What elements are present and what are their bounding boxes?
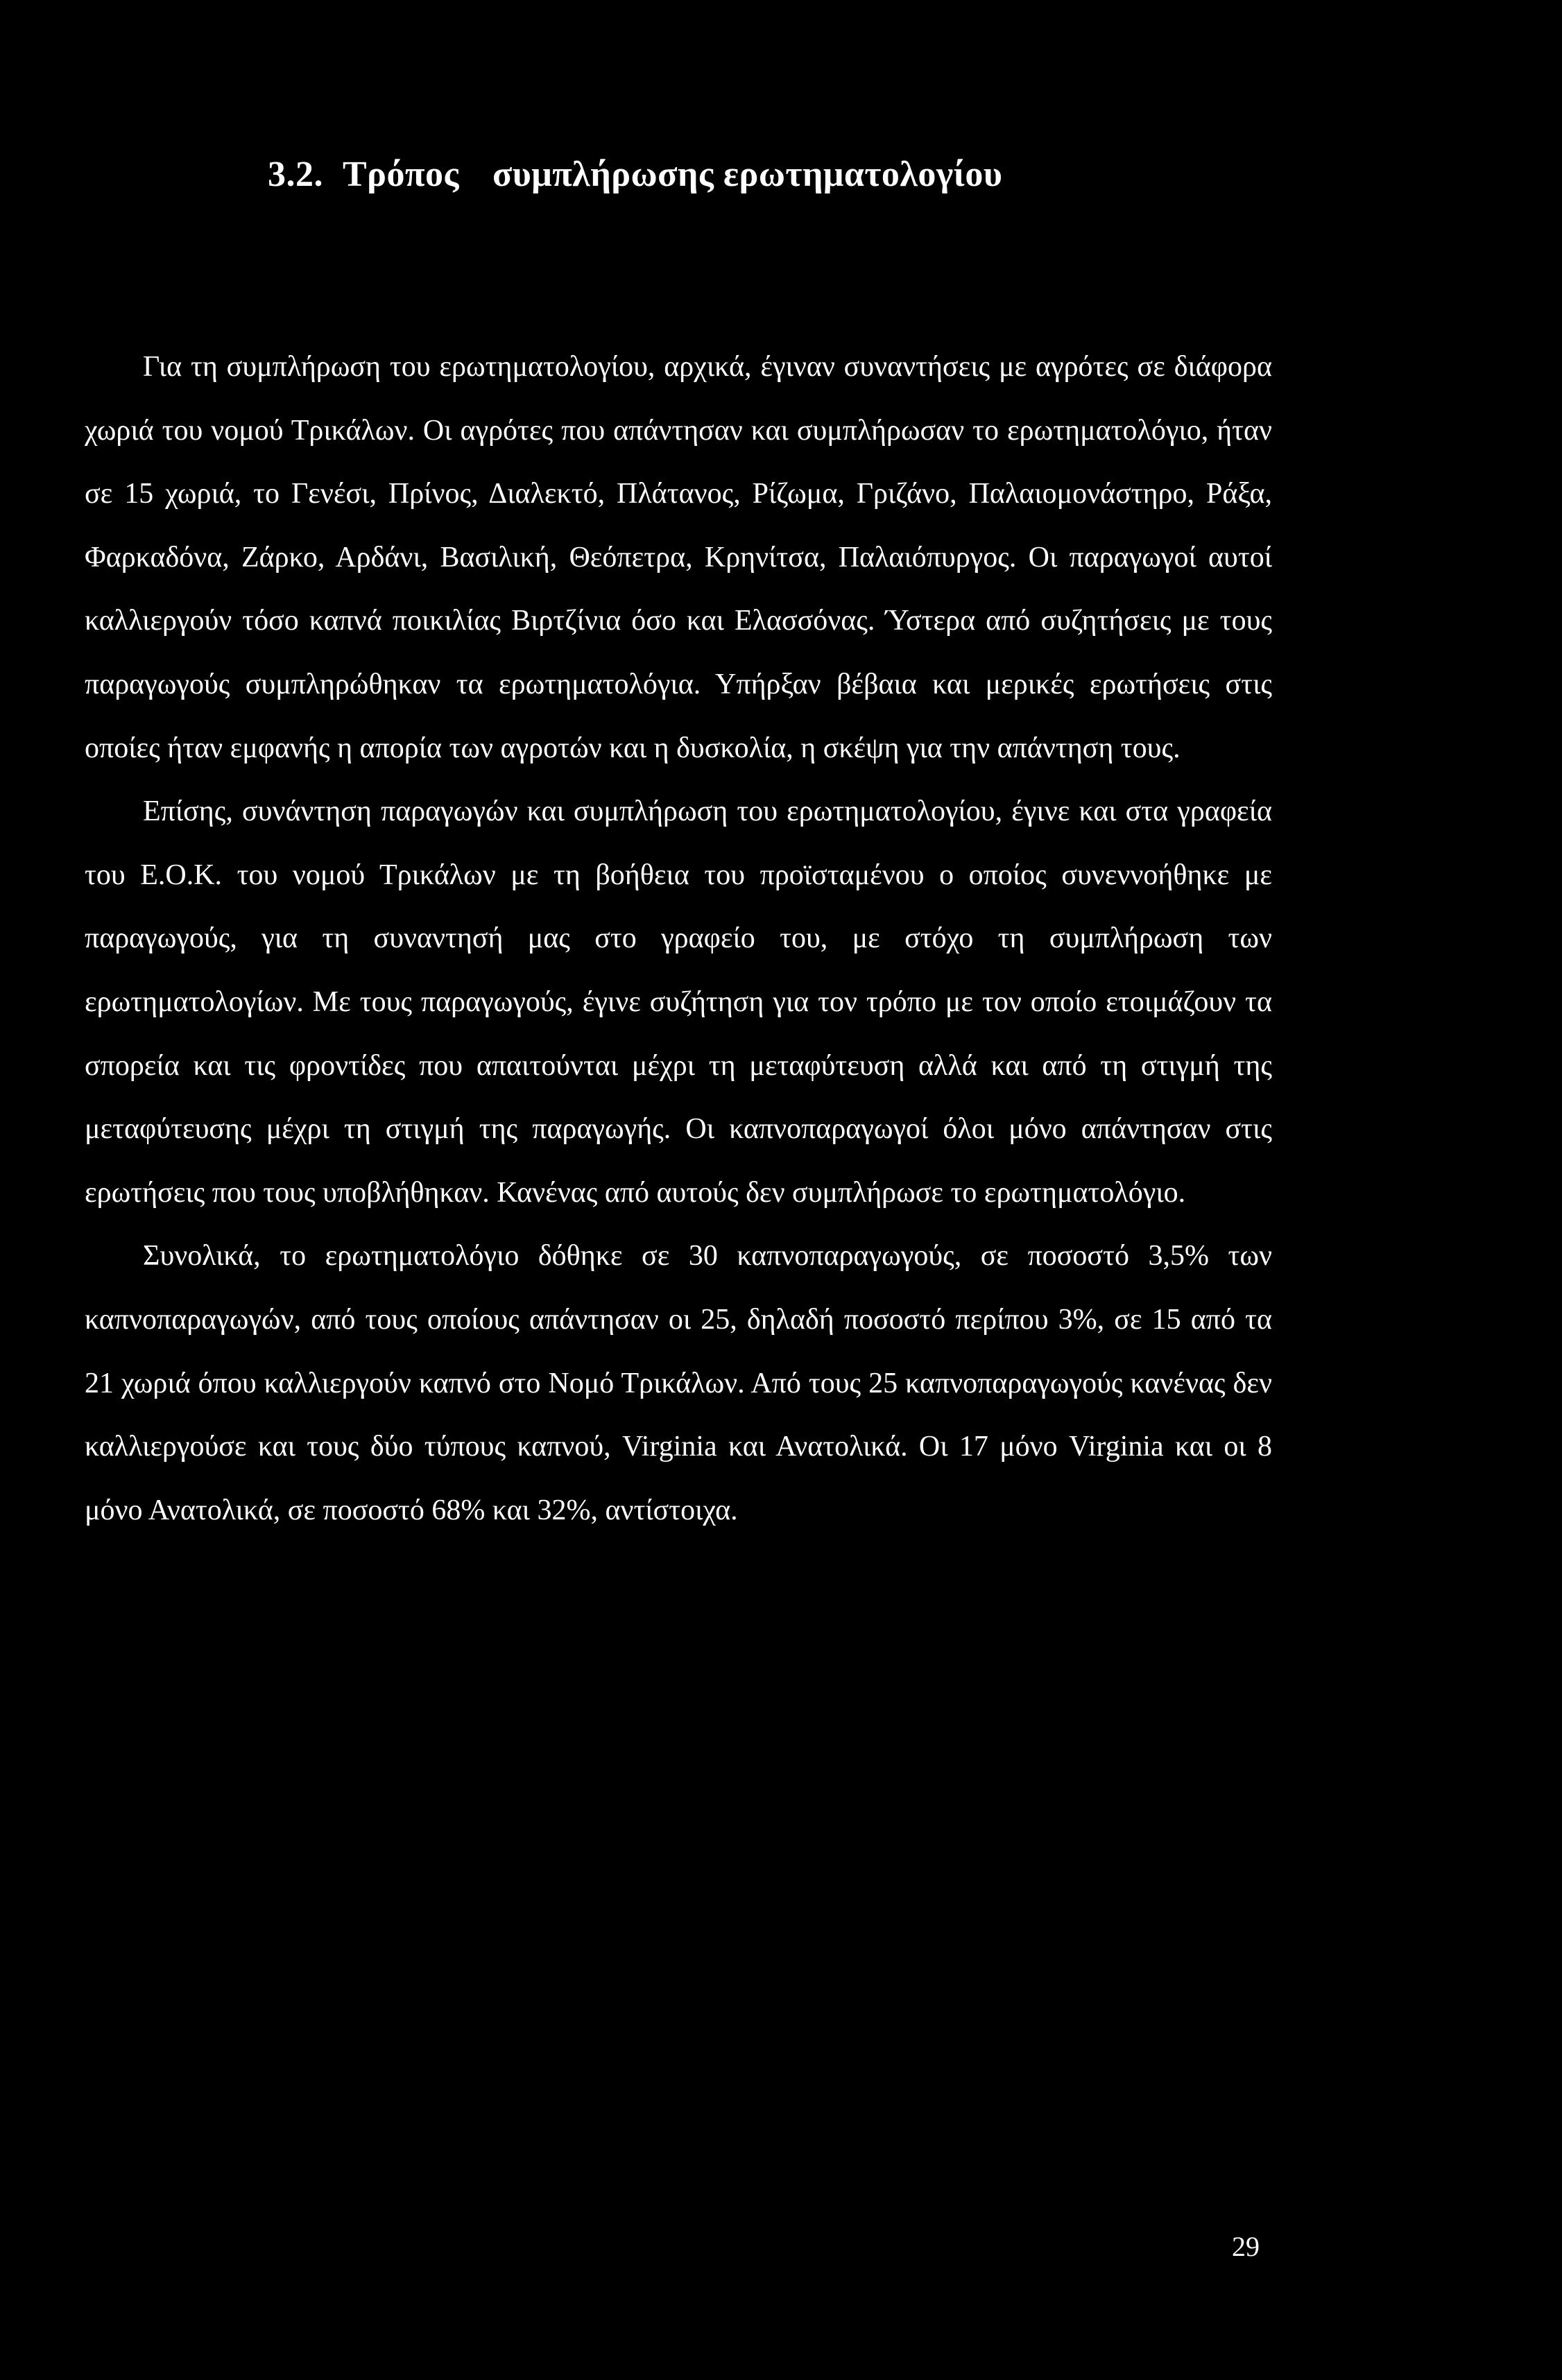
paragraph-2: Επίσης, συνάντηση παραγωγών και συμπλήρωση του ερωτηματολογίου, έγινε και στα γραφεία του Ε.Ο.Κ. του νομού Τρικάλων με τη βοήθεια του προϊσταμένου ο οποίος συνεννοήθηκε με παραγωγούς, για τη συναντησή μας στο γραφείο του, με στόχο τη συμπλήρωση των ερωτηματολογίων. Με τους παραγωγούς, έγινε συζήτηση για τον τρόπο με τον οποίο ετοιμάζουν τα σπορεία και τις φροντίδες που απαιτούνται μέχρι τη μεταφύτευση αλλά και από τη στιγμή της μεταφύτευσης μέχρι τη στιγμή της παραγωγής. Οι καπνοπαραγωγοί όλοι μόνο απάντησαν στις ερωτήσεις που τους υποβλήθηκαν. Κανένας από αυτούς δεν συμπλήρωσε το ερωτηματολόγιο.	[85, 795, 1272, 1209]
section-title-part2: συμπλήρωσης ερωτηματολογίου	[492, 155, 1003, 194]
section-heading	[268, 154, 1002, 195]
section-number: 3.2.	[268, 155, 323, 194]
paragraph-1: Για τη συμπλήρωση του ερωτηματολογίου, αρχικά, έγιναν συναντήσεις με αγρότες σε διάφορα χωριά του νομού Τρικάλων. Οι αγρότες που απάντησαν και συμπλήρωσαν το ερωτηματολόγιο, ήταν σε 15 χωριά, το Γενέσι, Πρίνος, Διαλεκτό, Πλάτανος, Ρίζωμα, Γριζάνο, Παλαιομονάστηρο, Ράξα, Φαρκαδόνα, Ζάρκο, Αρδάνι, Βασιλική, Θεόπετρα, Κρηνίτσα, Παλαιόπυργος. Οι παραγωγοί αυτοί καλλιεργούν τόσο καπνά ποικιλίας Βιρτζίνια όσο και Ελασσόνας. Ύστερα από συζητήσεις με τους παραγωγούς συμπληρώθηκαν τα ερωτηματολόγια. Υπήρξαν βέβαια και μερικές ερωτήσεις στις οποίες ήταν εμφανής η απορία των αγροτών και η δυσκολία, η σκέψη για την απάντηση τους.	[85, 351, 1272, 764]
paragraph-3: Συνολικά, το ερωτηματολόγιο δόθηκε σε 30 καπνοπαραγωγούς, σε ποσοστό 3,5% των καπνοπαραγωγών, από τους οποίους απάντησαν οι 25, δηλαδή ποσοστό περίπου 3%, σε 15 από τα 21 χωριά όπου καλλιεργούν καπνό στο Νομό Τρικάλων. Από τους 25 καπνοπαραγωγούς κανένας δεν καλλιεργούσε και τους δύο τύπους καπνού, Virginia και Ανατολικά. Οι 17 μόνο Virginia και οι 8 μόνο Ανατολικά, σε ποσοστό 68% και 32%, αντίστοιχα.	[85, 1240, 1272, 1526]
body-text	[85, 336, 1272, 1542]
section-title-part1: Τρόπος	[343, 155, 459, 194]
page-number: 29	[1232, 2231, 1260, 2262]
